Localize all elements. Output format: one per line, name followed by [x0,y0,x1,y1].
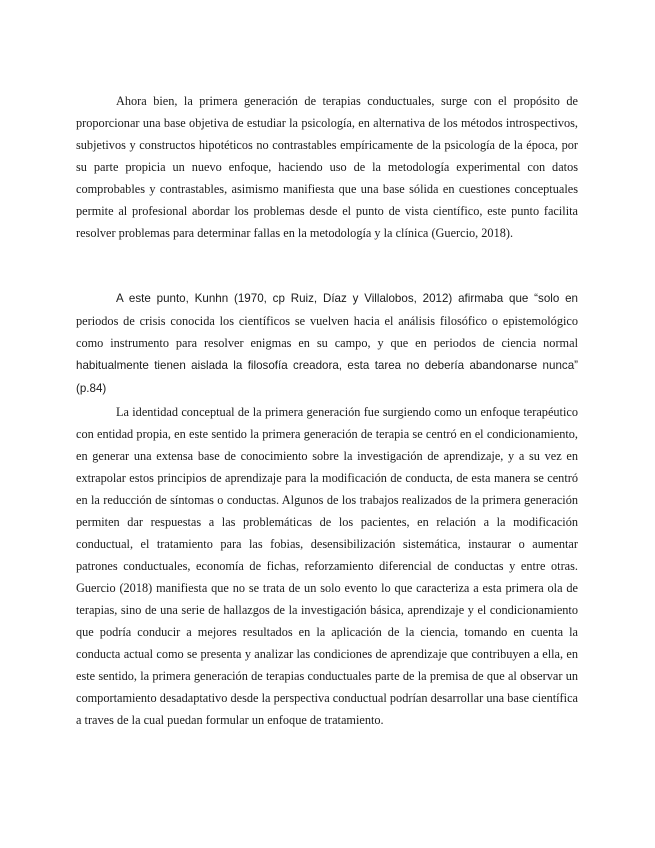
paragraph-first-generation-intro: Ahora bien, la primera generación de terapias conductuales, surge con el propósito de proporcionar una base objetiva de estudiar la psicología, en alternativa de los métodos introspectivos, subjetivos y constructos hipotéticos no contrastables empíricamente de la psicología de la época, por su parte propicia un nuevo enfoque, haciendo uso de la metodología experimental con datos comprobables y contrastables, asimismo manifiesta que una base sólida en cuestiones conceptuales permite al profesional abordar los problemas desde el punto de vista científico, este punto facilita resolver problemas para determinar fallas en la metodología y la clínica (Guercio, 2018). [76,94,578,240]
quote-middle-text: periodos de crisis conocida los científicos se vuelven hacia el análisis filosófico o epistemológico como instrumento para resolver enigmas en su campo, y que en periodos de ciencia normal [76,314,578,350]
paragraph-kuhn-quote [76,287,578,400]
quote-intro-line: A este punto, Kunhn (1970, cp Ruiz, Díaz y Villalobos, 2012) afirmaba que “solo en [116,292,578,305]
paragraph-conceptual-identity: La identidad conceptual de la primera generación fue surgiendo como un enfoque terapéutico con entidad propia, en este sentido la primera generación de terapia se centró en el condicionamiento, en generar una extensa base de conocimiento sobre la investigación de aprendizaje, y a su vez en extrapolar estos principios de aprendizaje para la modificación de conducta, de esta manera se centró en la reducción de síntomas o conductas. Algunos de los trabajos realizados de la primera generación permiten dar respuestas a las problemáticas de los pacientes, en relación a la modificación conductual, el tratamiento para las fobias, desensibilización sistemática, instaurar o aumentar patrones conductuales, economía de fichas, reforzamiento diferencial de conductas y entre otras. Guercio (2018) manifiesta que no se trata de un solo evento lo que caracteriza a esta primera ola de terapias, sino de una serie de hallazgos de la investigación básica, aprendizaje y el condicionamiento que podría conducir a mejores resultados en la aplicación de la ciencia, tomando en cuenta la conducta actual como se presenta y analizar las condiciones de aprendizaje que contribuyen a ella, en este sentido, la primera generación de terapias conductuales parte de la premisa de que al observar un comportamiento desadaptativo desde la perspectiva conductual podrían desarrollar una base científica a traves de la cual puedan formular un enfoque de tratamiento. [76,405,578,727]
quote-closing-line: habitualmente tienen aislada la filosofía creadora, esta tarea no debería abandonarse nunca” (p.84) [76,359,578,395]
